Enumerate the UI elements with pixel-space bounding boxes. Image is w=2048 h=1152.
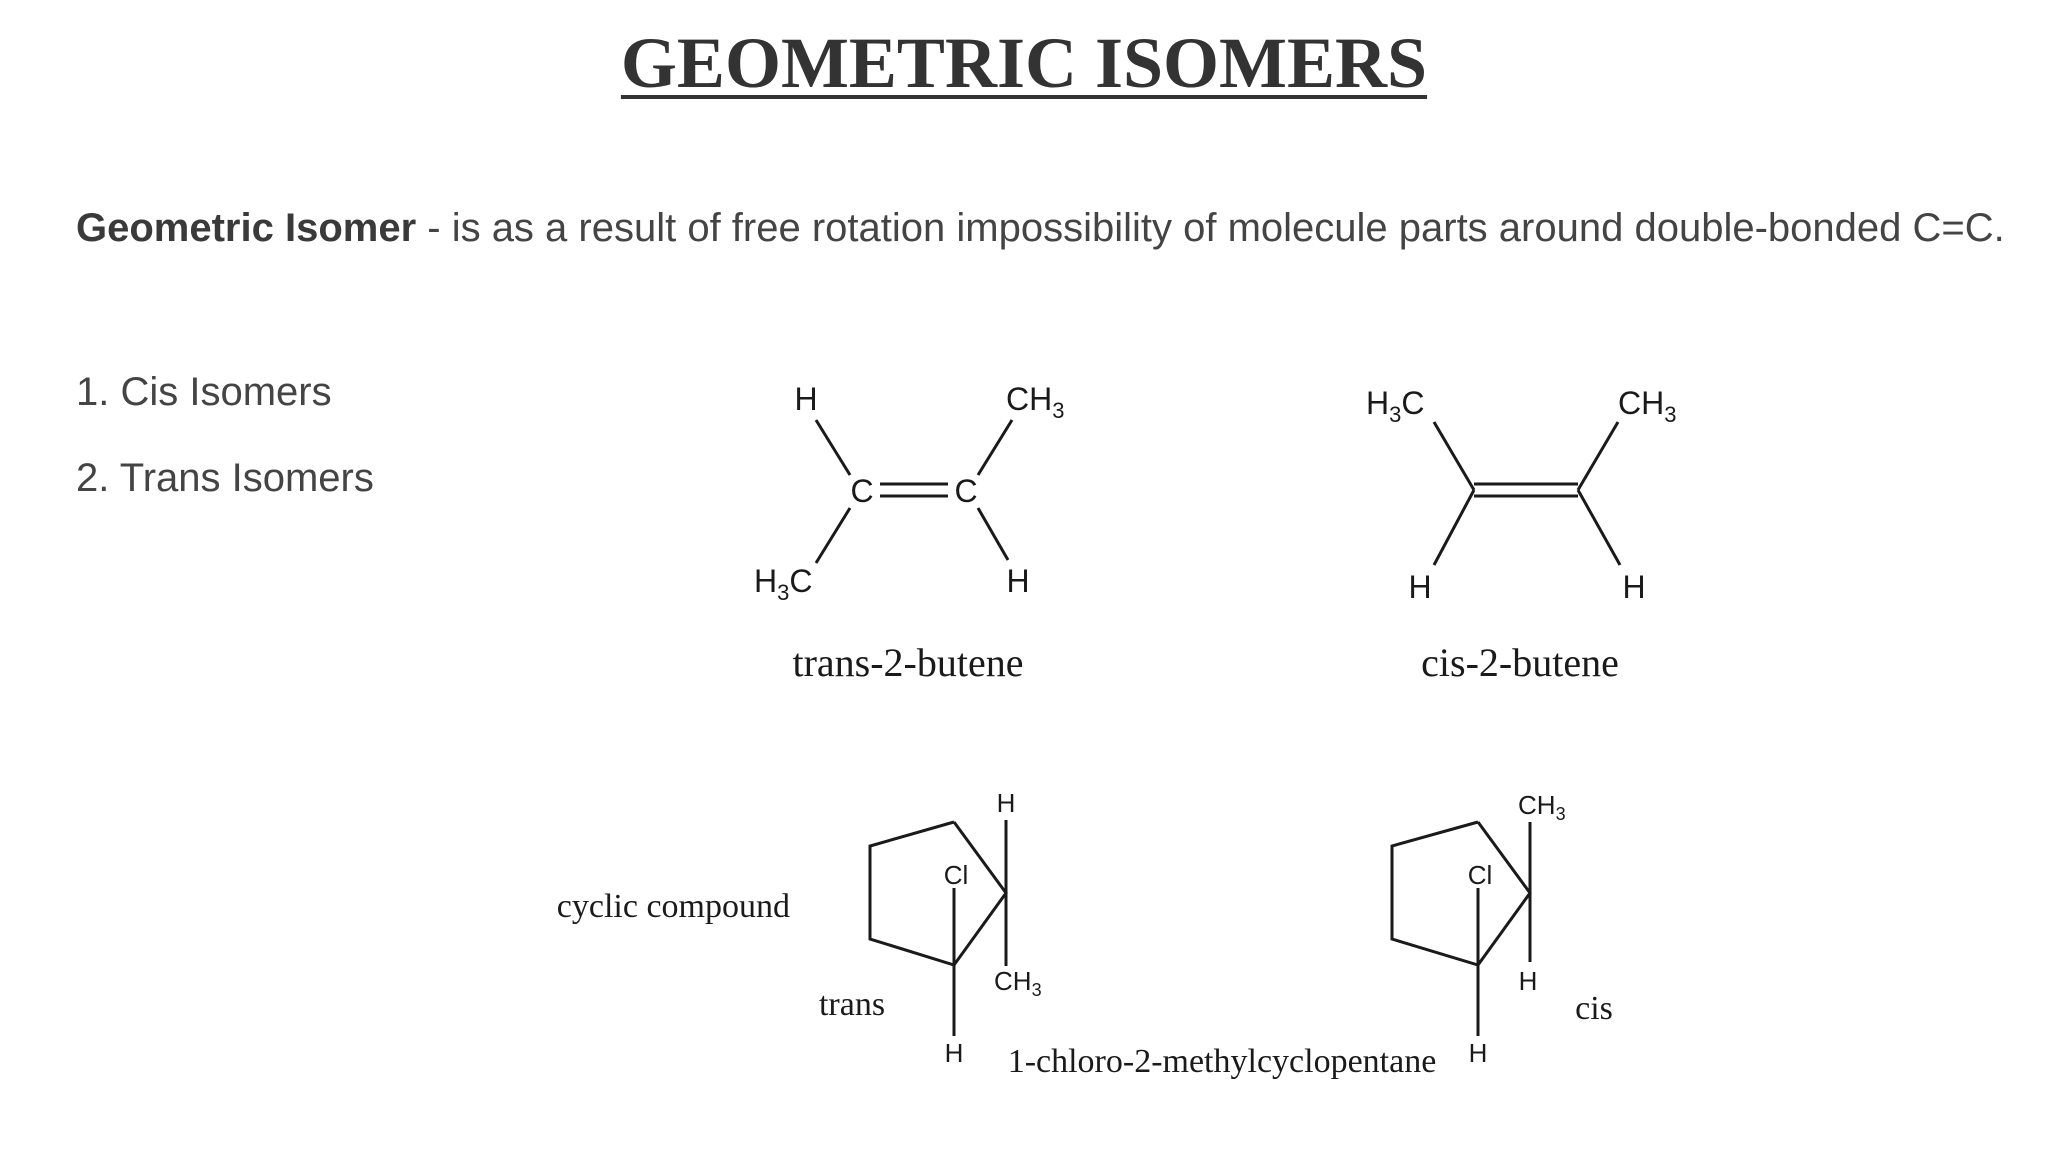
chlorine-label: Cl: [943, 860, 969, 890]
bond: [816, 420, 850, 475]
bond: [1578, 422, 1618, 490]
list-item-cis: 1. Cis Isomers: [76, 370, 332, 414]
caption-cyclopentane-name: 1-chloro-2-methylcyclopentane: [1007, 1043, 1437, 1080]
carbon-label: C: [850, 473, 874, 509]
cyclopentane-ring: [1392, 822, 1530, 965]
chlorine-label: Cl: [1467, 860, 1493, 890]
atom-label: H: [1518, 966, 1538, 996]
atom-label: H: [1408, 569, 1432, 605]
cis-cyclopentane-structure: [1392, 790, 1613, 1068]
caption-cis-2-butene: cis-2-butene: [1421, 640, 1619, 685]
methyl-label: $CH_3$: [1618, 385, 1677, 427]
cyclopentane-ring: [870, 822, 1006, 965]
bond: [816, 508, 850, 563]
bond: [1434, 490, 1474, 565]
atom-label: H: [944, 1038, 964, 1068]
trans-cyclopentane-structure: [557, 788, 1042, 1068]
bond: [1434, 422, 1474, 490]
methyl-label: $CH_3$: [994, 966, 1042, 1000]
bond: [1578, 490, 1620, 565]
atom-label: H: [1622, 569, 1646, 605]
caption-cis: cis: [1575, 990, 1613, 1027]
caption-trans: trans: [818, 986, 886, 1023]
carbon-label: C: [954, 473, 978, 509]
methyl-label: $CH_3$: [1518, 790, 1566, 824]
methyl-label: $CH_3$: [1006, 381, 1065, 423]
atom-label: H: [794, 381, 818, 417]
page-title: GEOMETRIC ISOMERS: [620, 23, 1428, 103]
atom-label: H: [996, 788, 1016, 818]
list-item-trans: 2. Trans Isomers: [76, 456, 374, 500]
bond: [978, 420, 1012, 475]
trans-2-butene-structure: [754, 381, 1064, 685]
atom-label: H: [1006, 563, 1030, 599]
caption-trans-2-butene: trans-2-butene: [792, 640, 1024, 685]
atom-label: H: [1468, 1038, 1488, 1068]
bond: [978, 508, 1008, 560]
caption-cyclic-compound: cyclic compound: [556, 888, 790, 925]
methyl-label: $H_3C$: [754, 563, 813, 605]
methyl-label: $H_3C$: [1366, 385, 1425, 427]
definition-text: - is as a result of free rotation impossibility of molecule parts around double-bonded C=C.: [416, 206, 2005, 250]
definition-term: Geometric Isomer: [76, 206, 417, 250]
cis-2-butene-structure: [1366, 385, 1676, 685]
